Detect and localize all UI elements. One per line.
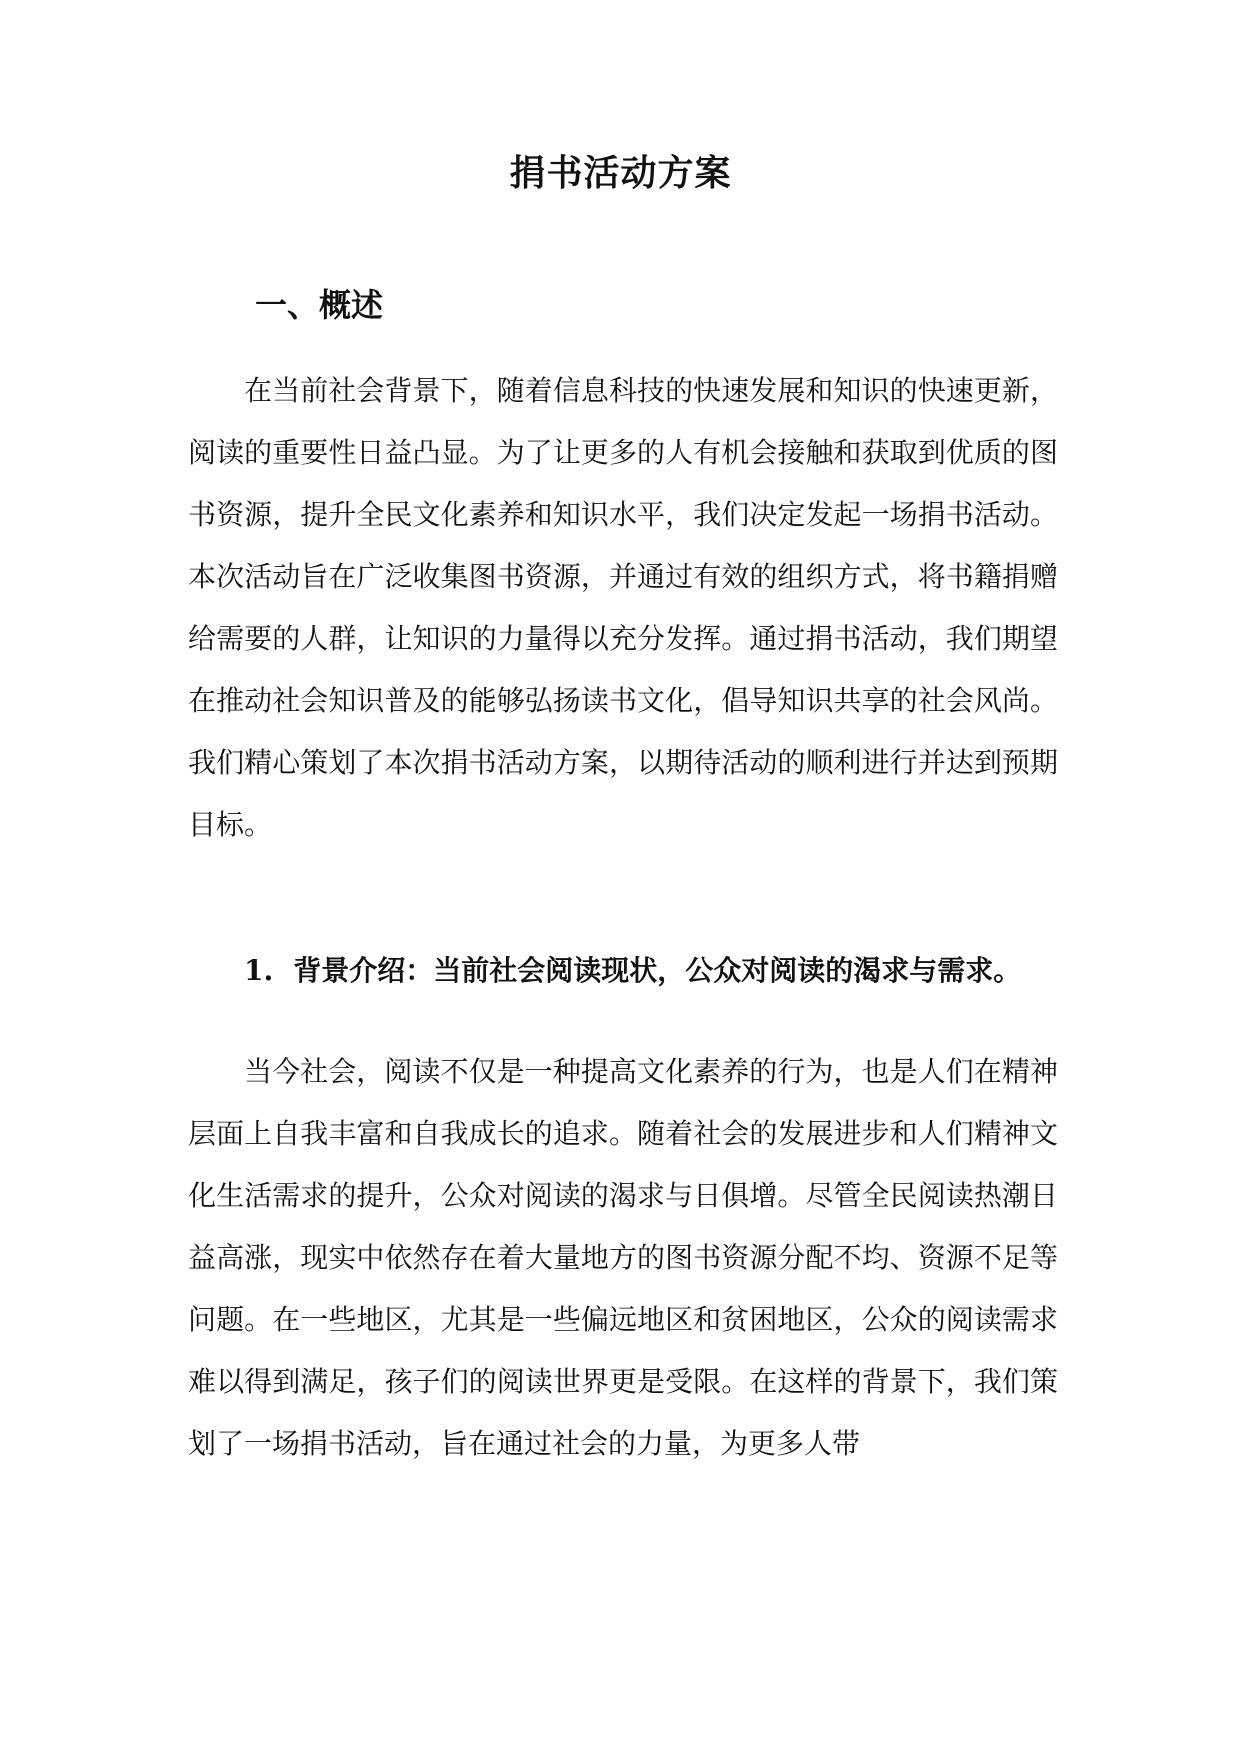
subheading-text: 背景介绍：当前社会阅读现状，公众对阅读的渴求与需求。 xyxy=(293,954,1022,987)
subheading-number: 1. xyxy=(244,954,274,987)
background-paragraph: 当今社会，阅读不仅是一种提高文化素养的行为，也是人们在精神层面上自我丰富和自我成长的追求。随着社会的发展进步和人们精神文化生活需求的提升，公众对阅读的渴求与日俱增。尽管全民阅读热潮日益高涨，现实中依然存在着大量地方的图书资源分配不均、资源不足等问题。在一些地区，尤其是一些偏远地区和贫困地区，公众的阅读需求难以得到满足，孩子们的阅读世界更是受限。在这样的背景下，我们策划了一场捐书活动，旨在通过社会的力量，为更多人带 xyxy=(188,1055,1058,1460)
document-title: 捐书活动方案 xyxy=(509,152,732,194)
overview-paragraph: 在当前社会背景下，随着信息科技的快速发展和知识的快速更新，阅读的重要性日益凸显。为了让更多的人有机会接触和获取到优质的图书资源，提升全民文化素养和知识水平，我们决定发起一场捐书活动。本次活动旨在广泛收集图书资源，并通过有效的组织方式，将书籍捐赠给需要的人群，让知识的力量得以充分发挥。通过捐书活动，我们期望在推动社会知识普及的能够弘扬读书文化，倡导知识共享的社会风尚。我们精心策划了本次捐书活动方案，以期待活动的顺利进行并达到预期目标。 xyxy=(188,374,1058,841)
background-subheading xyxy=(244,951,1021,991)
section-heading-overview: 一、概述 xyxy=(255,286,384,324)
